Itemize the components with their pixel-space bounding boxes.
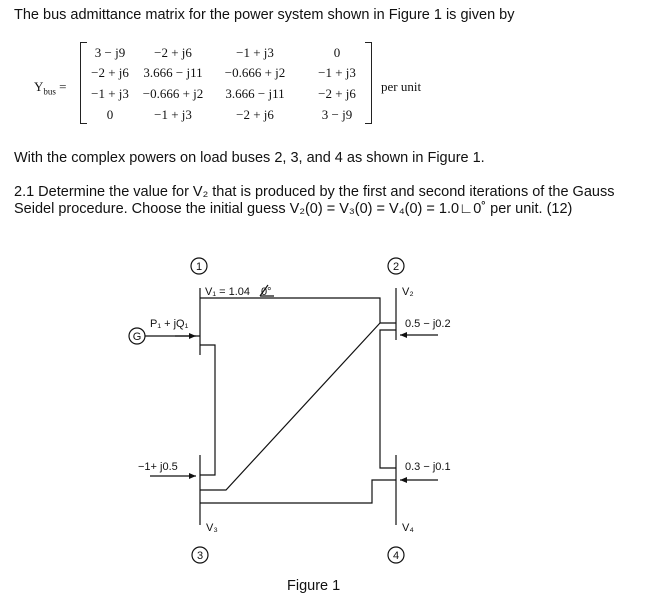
matrix-cell: −2 + j6 (154, 45, 192, 60)
matrix-cell: 3 − j9 (321, 107, 353, 122)
matrix-cell: −2 + j6 (236, 107, 274, 122)
matrix-cell: −1 + j3 (154, 107, 192, 122)
matrix-cell: 3 − j9 (94, 45, 126, 60)
load-4-arrowhead-icon (400, 477, 407, 483)
matrix-unit: per unit (381, 79, 422, 94)
bus-2-number: 2 (392, 261, 400, 273)
generator-label: G (132, 331, 142, 343)
load-2-arrowhead-icon (400, 332, 407, 338)
question-2-1: 2.1 Determine the value for V₂ that is produced by the first and second iterations of the Gauss Seidel procedure. Choose the initial guess V₂(0) = V₃(0) = V₄(0) = 1.0∟0˚ per unit. (12) (14, 184, 615, 217)
matrix-cell: 0 (333, 45, 341, 60)
matrix-cell: 3.666 − j11 (143, 65, 203, 80)
paragraph-loads: With the complex powers on load buses 2, 3, and 4 as shown in Figure 1. (14, 150, 485, 166)
figure-caption: Figure 1 (287, 578, 341, 594)
matrix-cell: −2 + j6 (318, 86, 356, 101)
v4-label: V₄ (402, 522, 414, 534)
line-3-4 (200, 480, 396, 503)
p1-arrowhead-icon (189, 333, 196, 339)
bus-4-number: 4 (392, 550, 400, 562)
v3-label: V₃ (206, 522, 218, 534)
p1-label: P₁ + jQ₁ (150, 318, 189, 330)
matrix-cell: 0 (106, 107, 114, 122)
ybus-equals: = (55, 79, 67, 94)
matrix-cell: 3.666 − j11 (225, 86, 285, 101)
bus-3-number: 3 (196, 550, 204, 562)
v2-label: V₂ (402, 286, 414, 298)
ybus-subscript: bus (43, 86, 56, 97)
matrix-cell: −0.666 + j2 (224, 65, 286, 80)
line-1-3 (200, 345, 215, 475)
v1-label: V₁ = 1.04 (205, 286, 250, 298)
intro-text: The bus admittance matrix for the power system shown in Figure 1 is given by (14, 7, 515, 23)
matrix-cell: −1 + j3 (91, 86, 129, 101)
load-3-value: −1+ j0.5 (138, 461, 178, 473)
matrix-cell: −1 + j3 (318, 65, 356, 80)
line-2-4 (380, 330, 396, 468)
ybus-symbol: Y (34, 79, 44, 94)
line-1-2 (200, 298, 396, 323)
v1-angle: 0° (261, 286, 272, 298)
load-4-value: 0.3 − j0.1 (405, 461, 451, 473)
load-2-value: 0.5 − j0.2 (405, 318, 451, 330)
bus-1-number: 1 (195, 261, 203, 273)
matrix-cell: −2 + j6 (91, 65, 129, 80)
matrix-cell: −1 + j3 (236, 45, 274, 60)
matrix-cell: −0.666 + j2 (142, 86, 204, 101)
load-3-arrowhead-icon (189, 473, 196, 479)
line-2-3 (200, 323, 380, 490)
